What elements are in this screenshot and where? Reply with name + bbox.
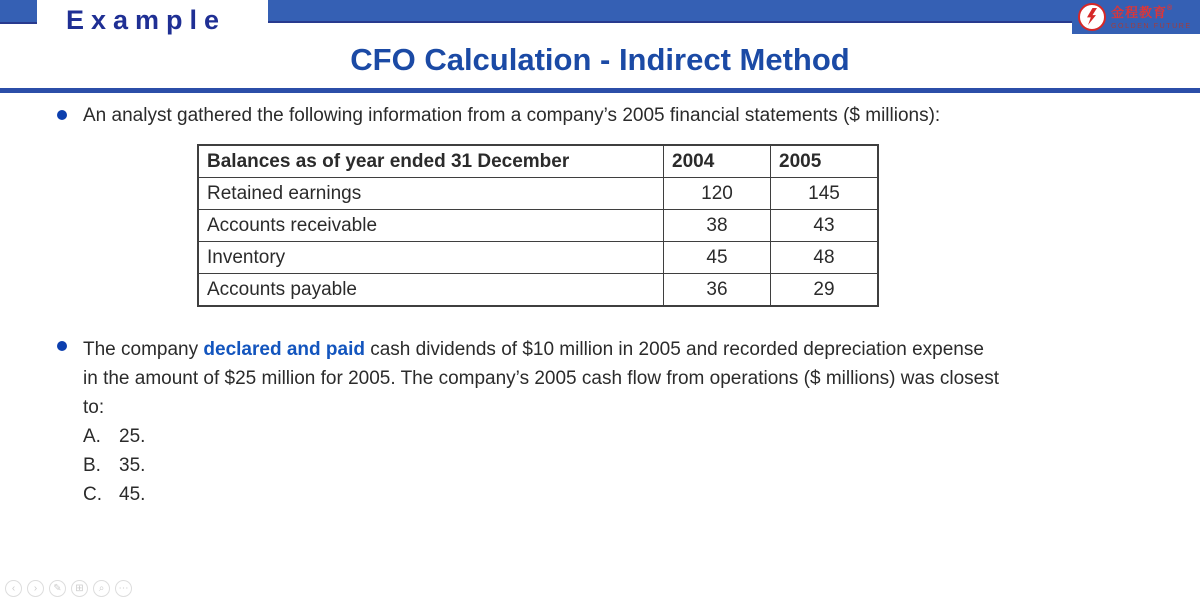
zoom-button[interactable]: [93, 580, 110, 597]
pen-icon: ✎: [53, 582, 62, 594]
banner-right-bar: [268, 0, 1200, 23]
logo-cn-name: 金程教育®: [1111, 4, 1174, 20]
option-value: 25.: [119, 426, 146, 447]
value-2004: 36: [664, 274, 771, 307]
previous-arrow-icon: ‹: [11, 582, 16, 594]
magnifier-icon: ⌕: [98, 582, 105, 594]
row-label: Retained earnings: [198, 178, 664, 210]
next-arrow-icon: ›: [33, 582, 38, 594]
column-header-2005: 2005: [771, 145, 879, 178]
value-2004: 38: [664, 210, 771, 242]
slides-grid-icon: ⊞: [75, 582, 84, 594]
title-divider: [0, 88, 1200, 93]
page-title: CFO Calculation - Indirect Method: [350, 42, 850, 77]
value-2005: 29: [771, 274, 879, 307]
banner-left-block: [0, 0, 37, 24]
declared-and-paid-emphasis: declared and paid: [203, 339, 365, 360]
registered-mark: ®: [1167, 4, 1174, 12]
logo-en-name: GOLDEN FUTURE: [1111, 22, 1192, 30]
value-2005: 145: [771, 178, 879, 210]
bullet-dot: [57, 341, 67, 351]
question-line-3: to:: [83, 397, 105, 418]
option-value: 45.: [119, 484, 146, 505]
balances-table: [197, 144, 879, 307]
option-value: 35.: [119, 455, 146, 476]
row-label: Accounts payable: [198, 274, 664, 307]
more-options-button[interactable]: [115, 580, 132, 597]
table-header-row: [198, 145, 878, 178]
table-row: [198, 210, 878, 242]
column-header-2004: 2004: [664, 145, 771, 178]
option-c: [83, 480, 999, 509]
next-slide-button[interactable]: [27, 580, 44, 597]
option-letter: B.: [83, 455, 101, 476]
question-line-1: The company declared and paid cash dividends of $10 million in 2005 and recorded depreciation expense: [83, 339, 984, 360]
table-row: [198, 178, 878, 210]
example-badge: Example: [66, 5, 227, 35]
bullet-dot: [57, 110, 67, 120]
value-2005: 48: [771, 242, 879, 274]
pen-button[interactable]: [49, 580, 66, 597]
golden-future-logo-icon: [1078, 3, 1106, 31]
value-2004: 45: [664, 242, 771, 274]
table-row: [198, 242, 878, 274]
previous-slide-button[interactable]: [5, 580, 22, 597]
question-block: [83, 335, 999, 509]
table-row: [198, 274, 878, 307]
company-logo: [1072, 0, 1200, 34]
option-letter: C.: [83, 484, 102, 505]
ellipsis-icon: ⋯: [118, 582, 129, 594]
lightning-bolt-icon: [1087, 8, 1097, 25]
option-a: [83, 422, 999, 451]
row-label: Inventory: [198, 242, 664, 274]
option-letter: A.: [83, 426, 101, 447]
intro-text: An analyst gathered the following information from a company’s 2005 financial statements ($ millions):: [83, 105, 941, 126]
column-header-balances: Balances as of year ended 31 December: [198, 145, 664, 178]
see-all-slides-button[interactable]: [71, 580, 88, 597]
question-line-2: in the amount of $25 million for 2005. The company’s 2005 cash flow from operations ($ millions) was closest: [83, 368, 999, 389]
option-b: [83, 451, 999, 480]
logo-text: [1111, 5, 1192, 30]
value-2005: 43: [771, 210, 879, 242]
value-2004: 120: [664, 178, 771, 210]
row-label: Accounts receivable: [198, 210, 664, 242]
slideshow-controls: [5, 580, 132, 597]
